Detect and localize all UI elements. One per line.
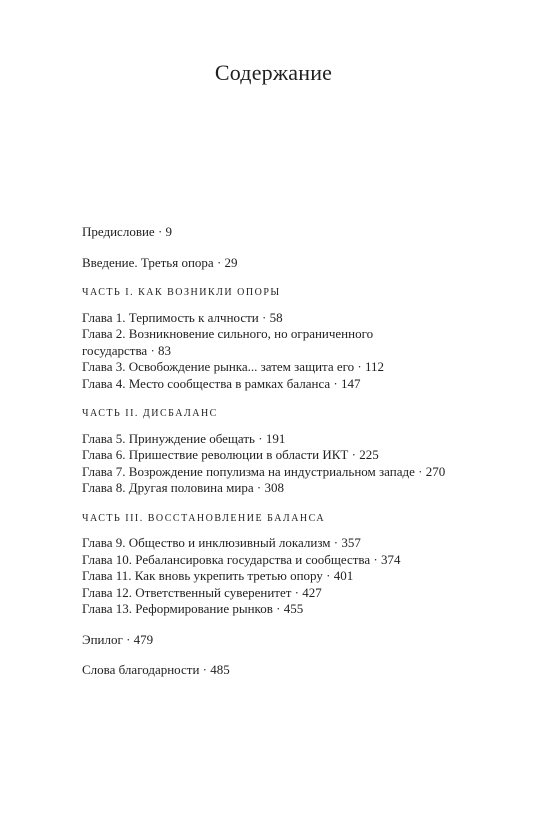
toc-part-3 — [82, 511, 452, 618]
toc-chapter-label: Глава 3. Освобождение рынка... затем защита его — [82, 359, 355, 374]
toc-chapter-page: · 83 — [147, 343, 171, 358]
toc-entry-page: · 9 — [155, 224, 172, 239]
toc-chapter-label: Глава 10. Ребалансировка государства и сообщества — [82, 551, 371, 567]
toc-entry-page: · 29 — [214, 255, 238, 270]
toc-chapter[interactable] — [82, 552, 452, 569]
toc-part-1 — [82, 285, 452, 392]
toc-entry-intro[interactable] — [82, 255, 452, 272]
table-of-contents — [82, 224, 452, 693]
page-title: Содержание — [214, 60, 333, 85]
toc-chapter-page: · 147 — [330, 376, 360, 391]
toc-chapter[interactable] — [82, 376, 452, 393]
toc-chapter[interactable] — [82, 447, 452, 464]
toc-chapter[interactable] — [82, 568, 452, 585]
toc-chapter-label: Глава 1. Терпимость к алчности — [82, 309, 259, 325]
toc-chapter-label: Глава 6. Пришествие революции в области ИКТ — [82, 447, 349, 462]
part-heading: ЧАСТЬ III. ВОССТАНОВЛЕНИЕ БАЛАНСА — [82, 512, 326, 524]
toc-entry-page: · 479 — [123, 632, 153, 647]
toc-chapter-page: · 427 — [291, 585, 321, 600]
toc-chapter[interactable] — [82, 326, 452, 359]
part-heading: ЧАСТЬ I. КАК ВОЗНИКЛИ ОПОРЫ — [82, 287, 281, 298]
toc-chapter-label: Глава 12. Ответственный суверенитет — [82, 584, 292, 600]
toc-entry-label: Предисловие — [82, 224, 155, 239]
toc-chapter[interactable] — [82, 535, 452, 552]
toc-chapter[interactable] — [82, 464, 452, 481]
part-heading: ЧАСТЬ II. ДИСБАЛАНС — [82, 408, 218, 419]
toc-entry-label: Введение. Третья опора — [82, 254, 214, 270]
toc-chapter[interactable] — [82, 310, 452, 327]
toc-chapter[interactable] — [82, 359, 452, 376]
toc-chapter-label: Глава 11. Как вновь укрепить третью опору — [82, 568, 323, 583]
toc-chapter-label: Глава 2. Возникновение сильного, но ограниченного государства — [82, 326, 374, 358]
toc-chapter-label: Глава 5. Принуждение обещать — [82, 430, 255, 446]
toc-chapter-label: Глава 7. Возрождение популизма на индустриальном западе — [82, 463, 415, 479]
toc-chapter-page: · 270 — [415, 464, 445, 479]
toc-chapter[interactable] — [82, 480, 452, 497]
toc-entry-epilogue[interactable] — [82, 632, 452, 649]
toc-chapter-page: · 191 — [255, 431, 285, 446]
toc-chapter-label: Глава 13. Реформирование рынков — [82, 601, 273, 616]
toc-chapter-page: · 225 — [348, 447, 378, 462]
toc-chapter-label: Глава 4. Место сообщества в рамках баланса — [82, 375, 331, 391]
toc-chapter[interactable] — [82, 431, 452, 448]
toc-chapter[interactable] — [82, 585, 452, 602]
toc-chapter-label: Глава 8. Другая половина мира — [82, 480, 254, 495]
toc-chapter-page: · 308 — [254, 480, 284, 495]
toc-chapter-label: Глава 9. Общество и инклюзивный локализм — [82, 535, 331, 550]
toc-chapter-page: · 455 — [273, 601, 303, 616]
toc-part-2 — [82, 406, 452, 497]
toc-entry-label: Слова благодарности — [82, 662, 200, 677]
toc-chapter-page: · 357 — [331, 535, 361, 550]
toc-entry-preface[interactable] — [82, 224, 452, 241]
toc-entry-acknowledgements[interactable] — [82, 662, 452, 679]
toc-chapter-page: · 401 — [323, 568, 353, 583]
toc-chapter-page: · 58 — [259, 310, 283, 325]
toc-chapter[interactable] — [82, 601, 452, 618]
toc-chapter-page: · 112 — [354, 359, 384, 374]
toc-entry-label: Эпилог — [82, 631, 123, 647]
toc-entry-page: · 485 — [199, 662, 229, 677]
toc-chapter-page: · 374 — [370, 552, 400, 567]
